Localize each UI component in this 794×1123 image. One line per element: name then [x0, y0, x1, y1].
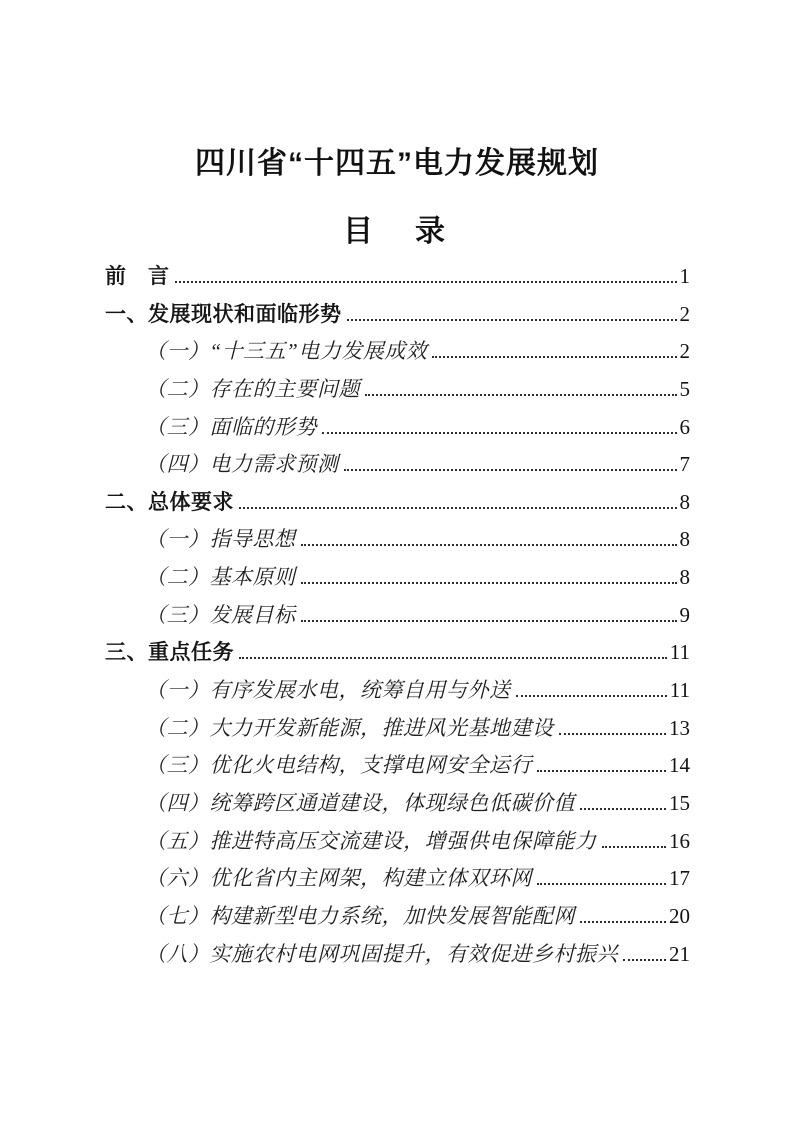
toc-entry-label: （二）存在的主要问题 [145, 376, 360, 401]
toc-dot-leader [516, 695, 667, 697]
toc-page-number: 8 [679, 489, 690, 514]
toc-entry[interactable] [105, 898, 690, 936]
toc-page-number: 14 [669, 753, 690, 778]
toc-page-number: 13 [669, 715, 690, 740]
toc-entry-label: （二）基本原则 [145, 565, 296, 590]
toc-dot-leader [559, 733, 667, 735]
toc-entry[interactable] [105, 710, 690, 748]
toc-entry-label: （三）发展目标 [145, 602, 296, 627]
toc-page-number: 9 [679, 602, 690, 627]
toc-page-number: 5 [679, 376, 690, 401]
toc-entry-label: 一、发展现状和面临形势 [105, 302, 342, 326]
toc-dot-leader [175, 281, 677, 283]
toc-page-number: 16 [669, 828, 690, 853]
toc-page-number: 8 [679, 527, 690, 552]
toc-entry[interactable] [105, 597, 690, 635]
toc-dot-leader [432, 356, 676, 358]
toc-dot-leader [365, 394, 677, 396]
toc-page-number: 11 [669, 678, 690, 703]
toc-entry[interactable] [105, 484, 690, 522]
toc-entry[interactable] [105, 823, 690, 861]
toc-entry[interactable] [105, 747, 690, 785]
toc-entry-label: （三）面临的形势 [145, 414, 317, 439]
toc-entry[interactable] [105, 559, 690, 597]
toc-dot-leader [301, 582, 677, 584]
toc-entry-label: （四）电力需求预测 [145, 452, 339, 477]
toc-page-number: 1 [679, 264, 690, 288]
toc-entry[interactable] [105, 672, 690, 710]
toc-entry[interactable] [105, 446, 690, 484]
toc-list [105, 258, 690, 973]
toc-entry-label: 前 言 [105, 265, 170, 288]
toc-page-number: 7 [679, 452, 690, 477]
toc-entry[interactable] [105, 296, 690, 334]
document-title: 四川省“十四五”电力发展规划 [195, 147, 599, 180]
toc-page-number: 15 [669, 790, 690, 815]
toc-dot-leader [602, 846, 667, 848]
toc-entry[interactable] [105, 860, 690, 898]
toc-entry[interactable] [105, 936, 690, 974]
toc-entry-label: （一）有序发展水电，统筹自用与外送 [145, 678, 511, 703]
toc-dot-leader [580, 808, 666, 810]
toc-dot-leader [239, 657, 667, 659]
toc-dot-leader [322, 432, 677, 434]
toc-entry[interactable] [105, 409, 690, 447]
toc-page-number: 11 [669, 640, 690, 665]
toc-dot-leader [623, 959, 666, 961]
toc-page-number: 2 [679, 339, 690, 364]
toc-page-number: 8 [679, 565, 690, 590]
toc-entry-label: （三）优化火电结构，支撑电网安全运行 [145, 753, 532, 778]
toc-dot-leader [537, 770, 666, 772]
toc-entry[interactable] [105, 258, 690, 296]
toc-heading: 目 录 [343, 215, 451, 248]
toc-dot-leader [344, 469, 677, 471]
toc-entry-label: （七）构建新型电力系统，加快发展智能配网 [145, 903, 575, 928]
toc-entry[interactable] [105, 634, 690, 672]
toc-page-number: 20 [669, 903, 690, 928]
toc-entry-label: 二、总体要求 [105, 490, 234, 514]
toc-dot-leader [537, 883, 666, 885]
toc-entry[interactable] [105, 333, 690, 371]
toc-dot-leader [301, 620, 677, 622]
toc-entry-label: 三、重点任务 [105, 641, 234, 665]
toc-entry-label: （四）统筹跨区通道建设，体现绿色低碳价值 [145, 790, 575, 815]
toc-entry-label: （一）“十三五”电力发展成效 [145, 339, 428, 364]
toc-page-number: 6 [679, 414, 690, 439]
toc-entry[interactable] [105, 371, 690, 409]
toc-entry-label: （一）指导思想 [145, 527, 296, 552]
toc-page-number: 21 [669, 941, 690, 966]
toc-entry[interactable] [105, 785, 690, 823]
toc-entry-label: （五）推进特高压交流建设，增强供电保障能力 [145, 828, 597, 853]
toc-page-number: 17 [669, 866, 690, 891]
toc-entry-label: （二）大力开发新能源，推进风光基地建设 [145, 715, 554, 740]
toc-dot-leader [301, 544, 677, 546]
toc-page-number: 2 [679, 301, 690, 326]
toc-dot-leader [580, 921, 666, 923]
toc-entry[interactable] [105, 521, 690, 559]
toc-entry-label: （八）实施农村电网巩固提升，有效促进乡村振兴 [145, 941, 618, 966]
toc-entry-label: （六）优化省内主网架，构建立体双环网 [145, 866, 532, 891]
toc-dot-leader [347, 319, 677, 321]
toc-dot-leader [239, 507, 677, 509]
